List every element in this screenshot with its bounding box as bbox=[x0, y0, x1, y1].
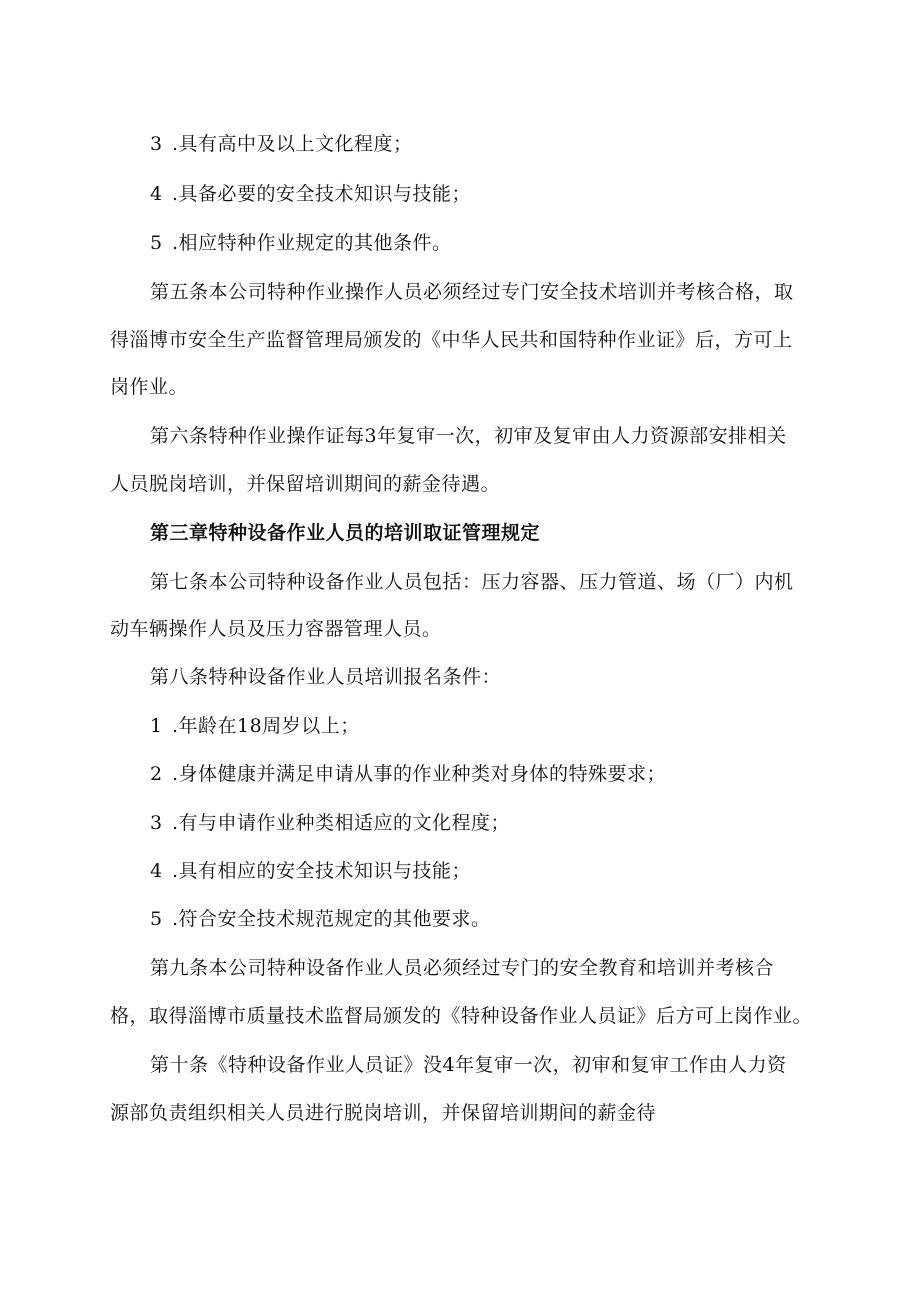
article-10-line: 第十条《特种设备作业人员证》没4年复审一次，初审和复审工作由人力资 bbox=[150, 1054, 787, 1076]
list-item: 3 .有与申请作业种类相适应的文化程度； bbox=[150, 812, 511, 834]
article-5-line: 岗作业。 bbox=[110, 376, 189, 398]
list-item: 1 .年龄在18周岁以上； bbox=[150, 715, 360, 737]
article-9-line: 第九条本公司特种设备作业人员必须经过专门的安全教育和培训并考核合 bbox=[150, 957, 775, 979]
article-10-line: 源部负责组织相关人员进行脱岗培训，并保留培训期间的薪金待 bbox=[110, 1102, 657, 1124]
article-8-line: 第八条特种设备作业人员培训报名条件： bbox=[150, 666, 502, 688]
article-5-line: 得淄博市安全生产监督管理局颁发的《中华人民共和国特种作业证》后，方可上 bbox=[110, 329, 793, 351]
article-9-line: 格，取得淄博市质量技术监督局颁发的《特种设备作业人员证》后方可上岗作业。 bbox=[110, 1005, 813, 1027]
list-item: 3 .具有高中及以上文化程度； bbox=[150, 133, 413, 155]
article-7-line: 第七条本公司特种设备作业人员包括：压力容器、压力管道、场（厂）内机 bbox=[150, 571, 794, 593]
chapter-heading: 第三章特种设备作业人员的培训取证管理规定 bbox=[150, 522, 541, 544]
article-6-line: 人员脱岗培训，并保留培训期间的薪金待遇。 bbox=[110, 473, 501, 495]
list-item: 4 .具备必要的安全技术知识与技能； bbox=[150, 183, 472, 205]
list-item: 4 .具有相应的安全技术知识与技能； bbox=[150, 860, 472, 882]
list-item: 5 .相应特种作业规定的其他条件。 bbox=[150, 232, 452, 254]
article-5-line: 第五条本公司特种作业操作人员必须经过专门安全技术培训并考核合格，取 bbox=[150, 281, 794, 303]
article-6-line: 第六条特种作业操作证每3年复审一次，初审及复审由人力资源部安排相关 bbox=[150, 425, 787, 447]
article-7-line: 动车辆操作人员及压力容器管理人员。 bbox=[110, 618, 442, 640]
list-item: 2 .身体健康并满足申请从事的作业种类对身体的特殊要求； bbox=[150, 763, 667, 785]
list-item: 5 .符合安全技术规范规定的其他要求。 bbox=[150, 908, 491, 930]
